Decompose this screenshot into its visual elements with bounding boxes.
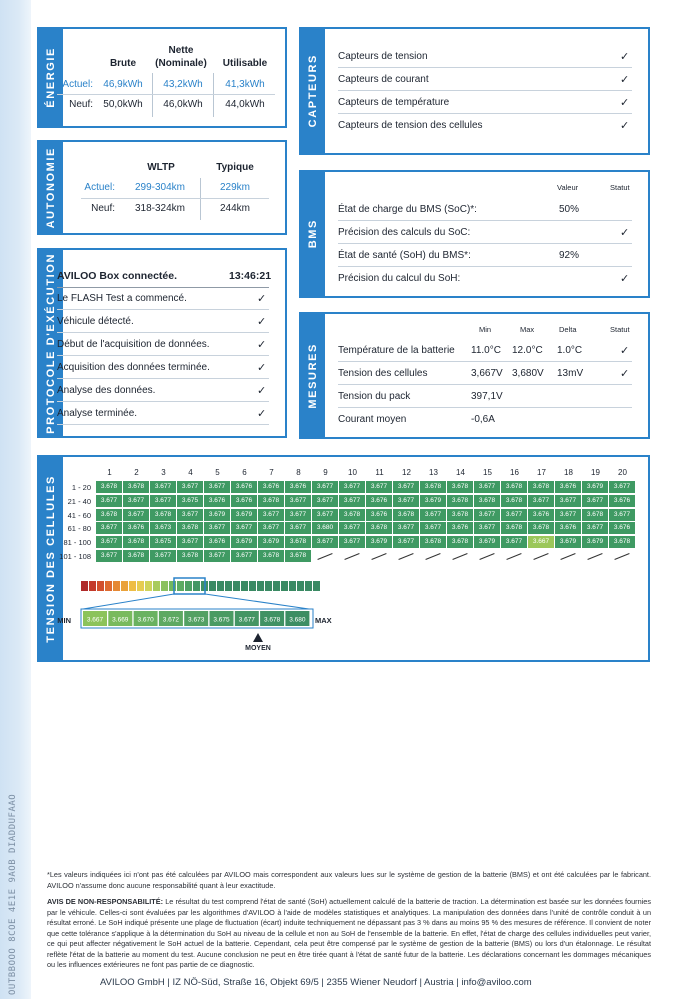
measures-col-status: Statut [610,325,630,334]
cell-value: 3.678 [447,481,473,493]
gradient-segment [113,581,120,591]
bms-card [299,170,650,298]
cell-value: 3.679 [555,536,581,548]
measure-row-label: Tension du pack [338,391,411,402]
cell-col-header: 15 [483,468,492,477]
cell-value: 3.676 [366,509,392,521]
check-icon: ✓ [620,97,630,109]
range-current-typical: 229km [219,182,250,193]
gradient-segment [177,581,184,591]
check-icon: ✓ [620,345,630,357]
cell-value: 3.678 [501,481,527,493]
energy-new-usable: 44,0kWh [225,99,265,110]
protocol-step-label: Analyse terminée. [57,408,138,419]
cell-value: 3.679 [474,536,500,548]
cell-value: 3.678 [582,509,608,521]
cell-value: 3.677 [474,481,500,493]
measure-row-label: Tension des cellules [338,368,428,379]
cell-value: 3.677 [339,522,365,534]
energy-col-gross: Brute [109,58,137,69]
sensor-label: Capteurs de température [338,97,450,108]
measure-min: 397,1V [471,391,503,402]
row-divider [338,266,632,267]
cell-value: 3.678 [366,522,392,534]
measures-col-delta: Delta [559,325,577,334]
cell-value: 3.677 [609,509,635,521]
scale-max-label: MAX [315,616,332,625]
cell-value: 3.676 [204,495,230,507]
bms-row-label: État de charge du BMS (SoC)*: [338,204,477,215]
cell-voltage-card [37,455,650,662]
scale-detail-value: 3.673 [188,616,205,624]
cell-value: 3.679 [582,481,608,493]
document-id-vertical: OUTBBOOO 8COE 4E1E 9AOB DIADDUFAAO [8,793,18,995]
gradient-segment [185,581,192,591]
footer-address: AVILOO GmbH | IZ NÖ-Süd, Straße 16, Objekt 69/5 | 2355 Wiener Neudorf | Austria | info@aviloo.com [100,977,532,988]
energy-col-usable: Utilisable [222,58,268,69]
cell-row-label: 41 - 60 [67,510,91,520]
measure-row-label: Courant moyen [338,414,407,425]
cell-col-header: 7 [269,468,274,477]
cell-value: 3.677 [258,522,284,534]
scale-min-label: MIN [57,616,71,625]
gradient-segment [161,581,168,591]
energy-side-label: ÉNERGIE [39,29,63,126]
range-col-typical: Typique [216,162,254,173]
protocol-card [37,248,287,438]
cell-col-header: 13 [429,468,438,477]
cell-value: 3.679 [366,536,392,548]
check-icon: ✓ [620,227,630,239]
cell-value: 3.677 [393,522,419,534]
cell-value: 3.677 [204,522,230,534]
range-card [37,140,287,235]
cell-value: 3.677 [474,509,500,521]
energy-current-net: 43,2kWh [163,79,203,90]
range-current-label: Actuel: [84,182,115,193]
measures-col-max: Max [520,325,535,334]
cell-value: 3.678 [177,550,203,562]
cell-value: 3.677 [177,481,203,493]
energy-current-gross: 46,9kWh [103,79,143,90]
cell-col-header: 20 [618,468,627,477]
check-icon: ✓ [620,120,630,132]
cell-value: 3.676 [231,495,257,507]
scale-detail-value: 3.667 [86,616,104,624]
cell-col-header: 6 [242,468,247,477]
check-icon: ✓ [620,74,630,86]
protocol-step-label: Début de l'acquisition de données. [57,339,210,350]
cell-value: 3.678 [177,522,203,534]
row-divider [338,220,632,221]
cell-value: 3.678 [285,536,311,548]
cell-value: 3.677 [366,481,392,493]
cell-value: 3.678 [393,509,419,521]
cell-col-header: 3 [161,468,166,477]
range-new-typical: 244km [219,203,250,214]
measure-min: 11.0°C [471,345,501,356]
protocol-step-label: Véhicule détecté. [57,316,134,327]
cell-value: 3.673 [150,522,176,534]
scale-detail-value: 3.680 [289,616,306,624]
check-icon: ✓ [257,293,267,305]
cell-value: 3.677 [501,509,527,521]
cell-value: 3.677 [204,550,230,562]
gradient-segment [97,581,104,591]
cell-value: 3.677 [285,495,311,507]
cell-value: 3.677 [474,522,500,534]
measure-row-label: Température de la batterie [338,345,455,356]
measure-max: 12.0°C [512,345,543,356]
cell-col-header: 14 [456,468,465,477]
gradient-segment [193,581,200,591]
cell-value: 3.678 [501,495,527,507]
row-divider [57,424,269,425]
cell-value: 3.677 [150,495,176,507]
cell-value: 3.677 [312,481,338,493]
cell-value: 3.678 [123,550,149,562]
gradient-segment [169,581,176,591]
range-side-label: AUTONOMIE [39,142,63,233]
cell-col-header: 4 [188,468,193,477]
cell-value: 3.678 [123,481,149,493]
disclaimer [47,897,651,971]
bms-note: *Les valeurs indiquées ici n'ont pas été calculées par AVILOO mais correspondent aux valeurs lues sur le système de gestion de la batterie (BMS) et ont été calculées par le fabricant. AVILOO n'assume donc aucune responsabilité quant à leur exactitude. [47,870,651,890]
cell-value: 3.678 [123,536,149,548]
cell-value: 3.679 [582,536,608,548]
cell-value: 3.678 [474,495,500,507]
measure-delta: 1.0°C [557,345,583,356]
zoom-line-left [83,594,174,609]
cell-value: 3.676 [231,481,257,493]
scale-detail-value: 3.675 [213,616,230,624]
cell-value: 3.677 [150,550,176,562]
cell-value: 3.680 [312,522,338,534]
measures-card [299,312,650,439]
measure-max: 3,680V [512,368,544,379]
gradient-segment [121,581,128,591]
cell-value: 3.677 [555,509,581,521]
cell-voltage-side-label: TENSION DES CELLULES [39,457,63,660]
cell-value: 3.677 [420,509,446,521]
check-icon: ✓ [620,368,630,380]
cell-row-label: 21 - 40 [67,496,91,506]
cell-value: 3.677 [258,509,284,521]
cell-value: 3.677 [204,481,230,493]
cell-value: 3.678 [96,509,122,521]
gradient-segment [273,581,280,591]
range-current-wltp: 299-304km [134,182,186,193]
gradient-segment [241,581,248,591]
cell-value: 3.678 [420,481,446,493]
cell-col-header: 9 [323,468,328,477]
sensor-label: Capteurs de courant [338,74,429,85]
check-icon: ✓ [257,362,267,374]
bms-col-value: Valeur [557,183,579,192]
cell-value: 3.677 [339,481,365,493]
bms-row-label: Précision des calculs du SoC: [338,227,471,238]
row-divider [57,378,269,379]
gradient-segment [257,581,264,591]
energy-new-net: 46,0kWh [163,99,203,110]
row-divider [338,113,632,114]
cell-value: 3.677 [339,536,365,548]
gradient-segment [289,581,296,591]
cell-value: 3.679 [231,509,257,521]
cell-value: 3.677 [555,495,581,507]
measures-col-min: Min [479,325,492,334]
gradient-segment [105,581,112,591]
cell-value: 3.677 [582,522,608,534]
bms-side-label: BMS [301,172,325,296]
bms-row-value: 92% [559,250,580,261]
cell-value: 3.676 [555,522,581,534]
cell-value: 3.677 [312,536,338,548]
range-col-wltp: WLTP [147,162,175,173]
zoom-line-right [205,594,309,609]
gradient-segment [209,581,216,591]
cell-value: 3.677 [96,495,122,507]
measure-min: 3,667V [471,368,503,379]
cell-value: 3.678 [609,536,635,548]
cell-value: 3.678 [528,481,554,493]
disclaimer-heading: AVIS DE NON-RESPONSABILITÉ: [47,897,164,906]
cell-value: 3.677 [96,536,122,548]
cell-value: 3.677 [285,509,311,521]
cell-value: 3.677 [96,550,122,562]
cell-col-header: 10 [348,468,357,477]
cell-value: 3.678 [339,509,365,521]
cell-value: 3.678 [447,536,473,548]
energy-col-net: Nette (Nominale) [155,45,207,69]
cell-col-header: 11 [375,468,384,477]
measure-min: -0,6A [471,414,495,425]
measure-delta: 13mV [557,368,584,379]
scale-detail-value: 3.677 [238,616,255,624]
row-divider [57,401,269,402]
gradient-segment [89,581,96,591]
cell-value: 3.678 [501,522,527,534]
protocol-side-label: PROTOCOLE D'EXÉCUTION [39,250,63,436]
cell-value: 3.677 [609,481,635,493]
cell-value: 3.677 [393,536,419,548]
check-icon: ✓ [257,385,267,397]
cell-value: 3.677 [177,536,203,548]
cell-value: 3.677 [339,495,365,507]
cell-value: 3.676 [447,522,473,534]
bms-row-label: Précision du calcul du SoH: [338,273,461,284]
gradient-segment [249,581,256,591]
check-icon: ✓ [257,408,267,420]
disclaimer-body: Le résultat du test comprend l'état de santé (SoH) actuellement calculé de la batterie de traction. La détermination est basée sur les données fournies par le véhicule. Celles-ci sont évaluées par les algorithmes d'AVILOO à l'aide de modèles statistiques et analytiques. La manipulation des données dans l'unité de contrôle conduit à un résultat erroné. Le SoH indiqué présente une plage de fluctuation (écart) induite techniquement ne dépassant pas 3 % dans au moins 95 % des mesures de référence. Il convient de noter que cette tolérance s'applique à la détermination du SoH au niveau de la cellule et non au SoH de l'ensemble de la batterie. En effet, l'état de charge des cellules individuelles peut varier, ce qui peut affecter négativement le SoH actuel de la batterie. Cependant, cela peut être compensé par le système de gestion de la batterie (BMS) ou lors d'un étalonnage. Le résultat reflète l'état de la batterie au moment du test. Aucune conclusion ne peut en être tirée quant à l'état de santé futur de la batterie. Les déclarations concernant les dommages mécaniques ou les influences extérieures ne font pas partie de ce diagnostic. [47,897,651,969]
cell-value: 3.677 [582,495,608,507]
gradient-segment [81,581,88,591]
check-icon: ✓ [257,339,267,351]
energy-current-usable: 41,3kWh [225,79,265,90]
gradient-segment [153,581,160,591]
range-new-label: Neuf: [91,203,115,214]
gradient-segment [305,581,312,591]
sensors-card [299,27,650,155]
gradient-segment [233,581,240,591]
cell-row-label: 101 - 108 [59,552,91,561]
cell-value: 3.678 [528,522,554,534]
protocol-step-label: Analyse des données. [57,385,156,396]
range-new-wltp: 318-324km [134,203,186,214]
cell-col-header: 5 [215,468,220,477]
voltage-scale-graphic [39,457,652,662]
cell-value: 3.677 [420,522,446,534]
cell-value: 3.676 [609,522,635,534]
cell-col-header: 8 [296,468,301,477]
row-divider [338,90,632,91]
cell-value: 3.678 [258,550,284,562]
cell-value: 3.675 [177,495,203,507]
gradient-segment [297,581,304,591]
cell-value: 3.679 [204,509,230,521]
row-divider [338,361,632,362]
cell-value: 3.678 [150,509,176,521]
scale-detail-value: 3.672 [162,616,180,624]
bms-row-value: 50% [559,204,580,215]
cell-value: 3.677 [528,495,554,507]
row-divider [57,332,269,333]
cell-value: 3.677 [393,481,419,493]
row-divider [338,243,632,244]
cell-value: 3.677 [96,522,122,534]
cell-value: 3.677 [231,550,257,562]
cell-col-header: 2 [134,468,139,477]
cell-col-header: 17 [537,468,546,477]
check-icon: ✓ [620,51,630,63]
scale-detail-value: 3.678 [263,616,281,624]
cell-value: 3.679 [258,536,284,548]
gradient-segment [225,581,232,591]
cell-value: 3.678 [96,481,122,493]
cell-value: 3.677 [177,509,203,521]
cell-row-label: 61 - 80 [67,524,91,534]
check-icon: ✓ [257,316,267,328]
gradient-segment [313,581,320,591]
row-divider [57,309,269,310]
row-divider [57,355,269,356]
cell-value: 3.676 [204,536,230,548]
protocol-heading: AVILOO Box connectée. [57,270,177,282]
gradient-segment [129,581,136,591]
row-divider [338,407,632,408]
cell-value: 3.678 [447,495,473,507]
sensor-label: Capteurs de tension des cellules [338,120,483,131]
cell-col-header: 19 [591,468,600,477]
gradient-segment [137,581,144,591]
protocol-step-label: Le FLASH Test a commencé. [57,293,187,304]
energy-current-label: Actuel: [62,79,93,90]
cell-value: 3.677 [393,495,419,507]
sensors-side-label: CAPTEURS [301,29,325,153]
scale-detail-value: 3.670 [137,616,154,624]
gradient-segment [217,581,224,591]
cell-value: 3.676 [258,481,284,493]
cell-value: 3.676 [366,495,392,507]
cell-value: 3.675 [150,536,176,548]
protocol-time: 13:46:21 [229,270,272,282]
cell-value: 3.677 [231,522,257,534]
bms-col-status: Statut [610,183,630,192]
row-divider [338,384,632,385]
cell-row-label: 1 - 20 [71,483,91,492]
row-divider [338,67,632,68]
cell-value: 3.678 [258,495,284,507]
check-icon: ✓ [620,273,630,285]
cell-value: 3.677 [501,536,527,548]
cell-col-header: 18 [564,468,573,477]
cell-row-label: 81 - 100 [63,538,91,548]
gradient-segment [281,581,288,591]
cell-value: 3.677 [150,481,176,493]
cell-value: 3.677 [312,495,338,507]
scale-mid-label: MOYEN [245,645,271,652]
cell-value: 3.678 [420,536,446,548]
measures-side-label: MESURES [301,314,325,437]
cell-value: 3.676 [123,522,149,534]
cell-value: 3.678 [285,550,311,562]
energy-card [37,27,287,128]
energy-new-gross: 50,0kWh [103,99,143,110]
cell-value: 3.679 [420,495,446,507]
scale-detail-value: 3.669 [112,616,129,624]
cell-col-header: 16 [510,468,519,477]
cell-value: 3.676 [528,509,554,521]
cell-col-header: 12 [402,468,411,477]
energy-new-label: Neuf: [69,99,93,110]
bms-row-label: État de santé (SoH) du BMS*: [338,250,471,261]
cell-value: 3.679 [231,536,257,548]
cell-col-header: 1 [107,468,112,477]
cell-value: 3.677 [312,509,338,521]
cell-value: 3.676 [555,481,581,493]
cell-value: 3.677 [123,509,149,521]
average-marker-icon [253,633,263,642]
cell-value: 3.676 [609,495,635,507]
cell-value: 3.667 [528,536,554,548]
gradient-segment [265,581,272,591]
cell-value: 3.677 [285,522,311,534]
sensor-label: Capteurs de tension [338,51,428,62]
cell-value: 3.676 [285,481,311,493]
cell-value: 3.678 [447,509,473,521]
protocol-step-label: Acquisition des données terminée. [57,362,210,373]
cell-value: 3.677 [123,495,149,507]
gradient-segment [145,581,152,591]
